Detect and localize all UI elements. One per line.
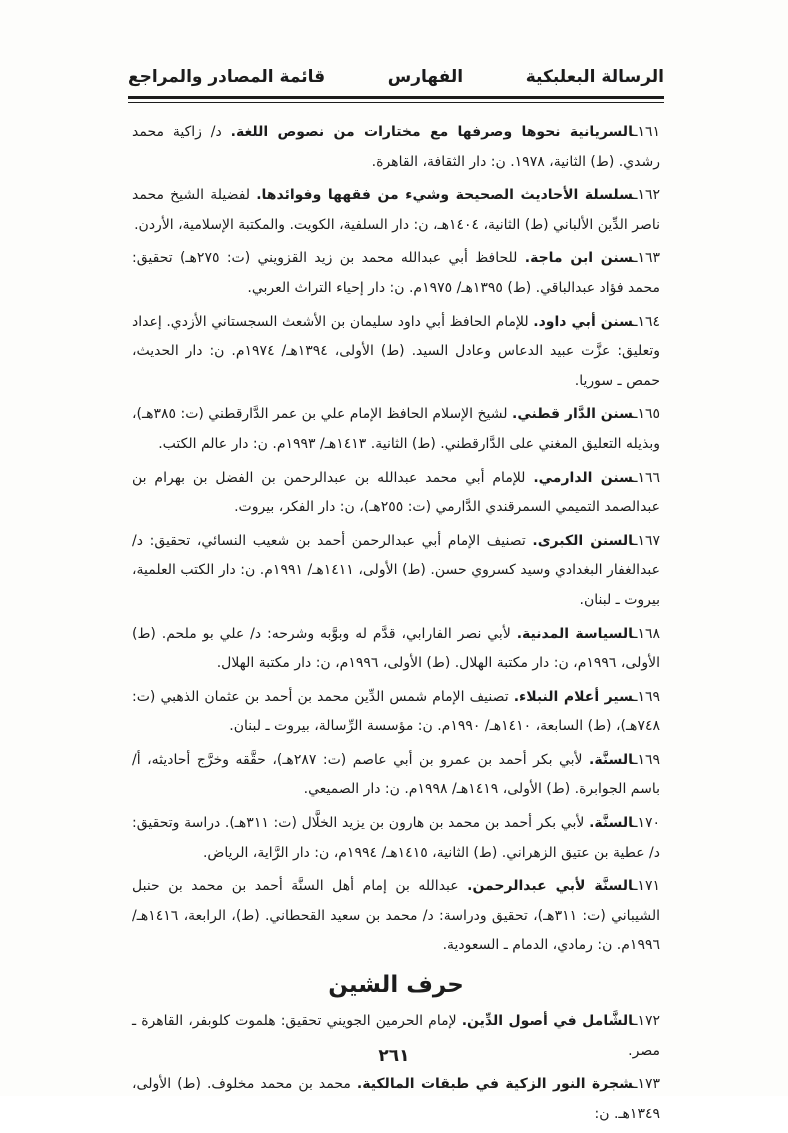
bibliography-entry bbox=[132, 746, 660, 805]
bibliography-entry bbox=[132, 527, 660, 616]
header-rule-thick bbox=[128, 96, 664, 99]
book-title: الرسالة البعلبكية bbox=[525, 67, 664, 87]
entry-text: للإمام أبي محمد عبدالله بن عبدالرحمن بن الفضل بن بهرام بن عبدالصمد التميمي السمرقندي الدَّارمي (ت: ٢٥٥هـ)، ن: دار الفكر، بيروت. bbox=[132, 469, 660, 516]
bibliography-entry bbox=[132, 872, 660, 961]
entry-dash: ـ bbox=[633, 406, 638, 423]
entry-dash: ـ bbox=[633, 1076, 638, 1093]
bibliography-entry bbox=[132, 400, 660, 459]
bibliography-entry bbox=[132, 308, 660, 397]
entry-number: ١٦٤ bbox=[637, 313, 661, 330]
entry-number: ١٦٢ bbox=[637, 187, 661, 204]
bibliography-entry bbox=[132, 181, 660, 240]
bibliography-content bbox=[132, 118, 660, 1133]
header-rule-thin bbox=[128, 102, 664, 103]
entry-text: لفضيلة الشيخ محمد ناصر الدِّين الألباني (ط) الثانية، ١٤٠٤هـ، ن: دار السلفية، الكويت. والمكتبة الإسلامية، الأردن. bbox=[132, 187, 660, 233]
entry-text: لأبي نصر الفارابي، قدَّم له وبوَّبه وشرحه: د/ علي بو ملحم. (ط) الأولى، ١٩٩٦م، ن: دار مكتبة الهلال. (ط) الأولى، ١٩٩٦م، ن: دار مكتبة الهلال. bbox=[132, 625, 660, 672]
bibliography-entry bbox=[132, 620, 660, 679]
entry-title: السياسة المدنية. bbox=[516, 625, 634, 642]
bibliography-entry bbox=[132, 1070, 660, 1129]
entry-title: السنَّة. bbox=[589, 751, 634, 768]
bibliography-entry bbox=[132, 118, 660, 177]
entry-text: عبدالله بن إمام أهل السنَّة أحمد بن محمد بن حنبل الشيباني (ت: ٣١١هـ)، تحقيق ودراسة: د/ محمد بن سعيد القحطاني. (ط)، الرابعة، ١٤١٦هـ/ ١٩٩٦م. ن: رمادي، الدمام ـ السعودية. bbox=[132, 878, 661, 954]
section-title: الفهارس bbox=[387, 67, 464, 87]
bibliography-entry bbox=[132, 683, 660, 742]
bibliography-entry bbox=[132, 244, 660, 303]
page-number: ٢٦١ bbox=[378, 1046, 410, 1066]
entry-number: ١٦٣ bbox=[637, 250, 661, 267]
entry-text: لإمام الحرمين الجويني تحقيق: هلموت كلوبفر، القاهرة ـ مصر. bbox=[132, 1013, 660, 1059]
entry-dash: ـ bbox=[633, 469, 638, 486]
entry-title: السنَّة. bbox=[589, 815, 634, 832]
entry-number: ١٧١ bbox=[637, 878, 660, 895]
entry-number: ١٦٦ bbox=[637, 469, 661, 486]
entry-dash: ـ bbox=[633, 751, 638, 768]
entry-text: تصنيف الإمام أبي عبدالرحمن أحمد بن شعيب النسائي، تحقيق: د/ عبدالغفار البغدادي وسيد كسروي حسن. (ط) الأولى، ١٤١١هـ/ ١٩٩١م. ن: دار الكتب العلمية، بيروت ـ لبنان. bbox=[132, 532, 660, 608]
entries-before-heading bbox=[132, 118, 660, 961]
entry-number: ١٧٠ bbox=[637, 815, 661, 832]
entry-dash: ـ bbox=[633, 878, 638, 895]
entry-text: لأبي بكر أحمد بن محمد بن هارون بن يزيد الخلَّال (ت: ٣١١هـ). دراسة وتحقيق: د/ عطية بن عتيق الزهراني. (ط) الثانية، ١٤١٥هـ/ ١٩٩٤م، ن: دار الرَّاية، الرياض. bbox=[132, 815, 660, 861]
entry-dash: ـ bbox=[633, 532, 638, 549]
bibliography-entry bbox=[132, 809, 660, 868]
entry-title: سير أعلام النبلاء. bbox=[513, 688, 634, 705]
entry-text: تصنيف الإمام شمس الدِّين محمد بن أحمد بن عثمان الذهبي (ت: ٧٤٨هـ)، (ط) السابعة، ١٤١٠هـ/ ١٩٩٠م. ن: مؤسسة الرِّسالة، بيروت ـ لبنان. bbox=[132, 688, 660, 735]
entry-dash: ـ bbox=[633, 313, 638, 330]
section-heading: حرف الشين bbox=[328, 972, 464, 999]
chapter-title: قائمة المصادر والمراجع bbox=[128, 67, 326, 87]
entry-title: سنن الدارمي. bbox=[533, 469, 634, 486]
entry-number: ١٦٥ bbox=[637, 406, 661, 423]
running-header bbox=[128, 62, 664, 92]
entry-number: ١٦١ bbox=[637, 124, 660, 140]
entry-dash: ـ bbox=[633, 124, 638, 140]
entry-title: سنن ابن ماجة. bbox=[524, 250, 634, 267]
entry-number: ١٧٢ bbox=[637, 1013, 661, 1030]
entry-title: السريانية نحوها وصرفها مع مختارات من نصوص اللغة. bbox=[230, 124, 634, 140]
bibliography-entry bbox=[132, 464, 660, 523]
entry-text: للإمام الحافظ أبي داود سليمان بن الأشعث السجستاني الأزدي. إعداد وتعليق: عزَّت عبيد الدعاس وعادل السيد. (ط) الأولى، ١٣٩٤هـ/ ١٩٧٤م. ن: دار الحديث، حمص ـ سوريا. bbox=[132, 313, 660, 389]
entry-title: السنَّة لأبي عبدالرحمن. bbox=[467, 878, 634, 895]
entry-number: ١٦٩ bbox=[637, 751, 661, 768]
entry-title: سنن الدَّار قطني. bbox=[512, 406, 634, 423]
entry-dash: ـ bbox=[633, 688, 638, 705]
entry-dash: ـ bbox=[633, 625, 638, 642]
entry-text: لشيخ الإسلام الحافظ الإمام علي بن عمر الدَّارقطني (ت: ٣٨٥هـ)، وبذيله التعليق المغني على الدَّارقطني. (ط) الثانية. ١٤١٣هـ/ ١٩٩٣م. ن: دار عالم الكتب. bbox=[132, 406, 660, 452]
entry-dash: ـ bbox=[633, 250, 638, 267]
entry-number: ١٦٩ bbox=[637, 688, 660, 705]
entry-title: الشَّامل في أصول الدِّين. bbox=[461, 1013, 634, 1030]
entry-dash: ـ bbox=[633, 1013, 638, 1030]
entry-number: ١٧٣ bbox=[637, 1076, 660, 1093]
entry-title: سنن أبي داود. bbox=[533, 313, 634, 330]
entry-text: لأبي بكر أحمد بن عمرو بن أبي عاصم (ت: ٢٨٧هـ)، حقَّقه وخرَّج أحاديثه، أ/ باسم الجوابرة. (ط) الأولى، ١٤١٩هـ/ ١٩٩٨م. ن: دار الصميعي. bbox=[132, 751, 660, 798]
entry-number: ١٦٨ bbox=[637, 625, 661, 642]
entry-text: محمد بن محمد مخلوف. (ط) الأولى، ١٣٤٩هـ. ن: bbox=[132, 1076, 660, 1122]
entry-title: سلسلة الأحاديث الصحيحة وشيء من فقهها وفوائدها. bbox=[256, 187, 634, 204]
entry-text: د/ زاكية محمد رشدي. (ط) الثانية، ١٩٧٨. ن: دار الثقافة، القاهرة. bbox=[132, 124, 660, 170]
entry-title: السنن الكبرى. bbox=[532, 532, 634, 549]
entry-dash: ـ bbox=[633, 815, 638, 832]
entry-number: ١٦٧ bbox=[637, 532, 661, 549]
entry-title: شجرة النور الزكية في طبقات المالكية. bbox=[356, 1076, 634, 1093]
entry-dash: ـ bbox=[633, 187, 638, 204]
entry-text: للحافظ أبي عبدالله محمد بن زيد القزويني (ت: ٢٧٥هـ) تحقيق: محمد فؤاد عبدالباقي. (ط) ١٣٩٥هـ/ ١٩٧٥م. ن: دار إحياء التراث العربي. bbox=[132, 250, 660, 296]
entries-after-heading bbox=[132, 1007, 660, 1129]
